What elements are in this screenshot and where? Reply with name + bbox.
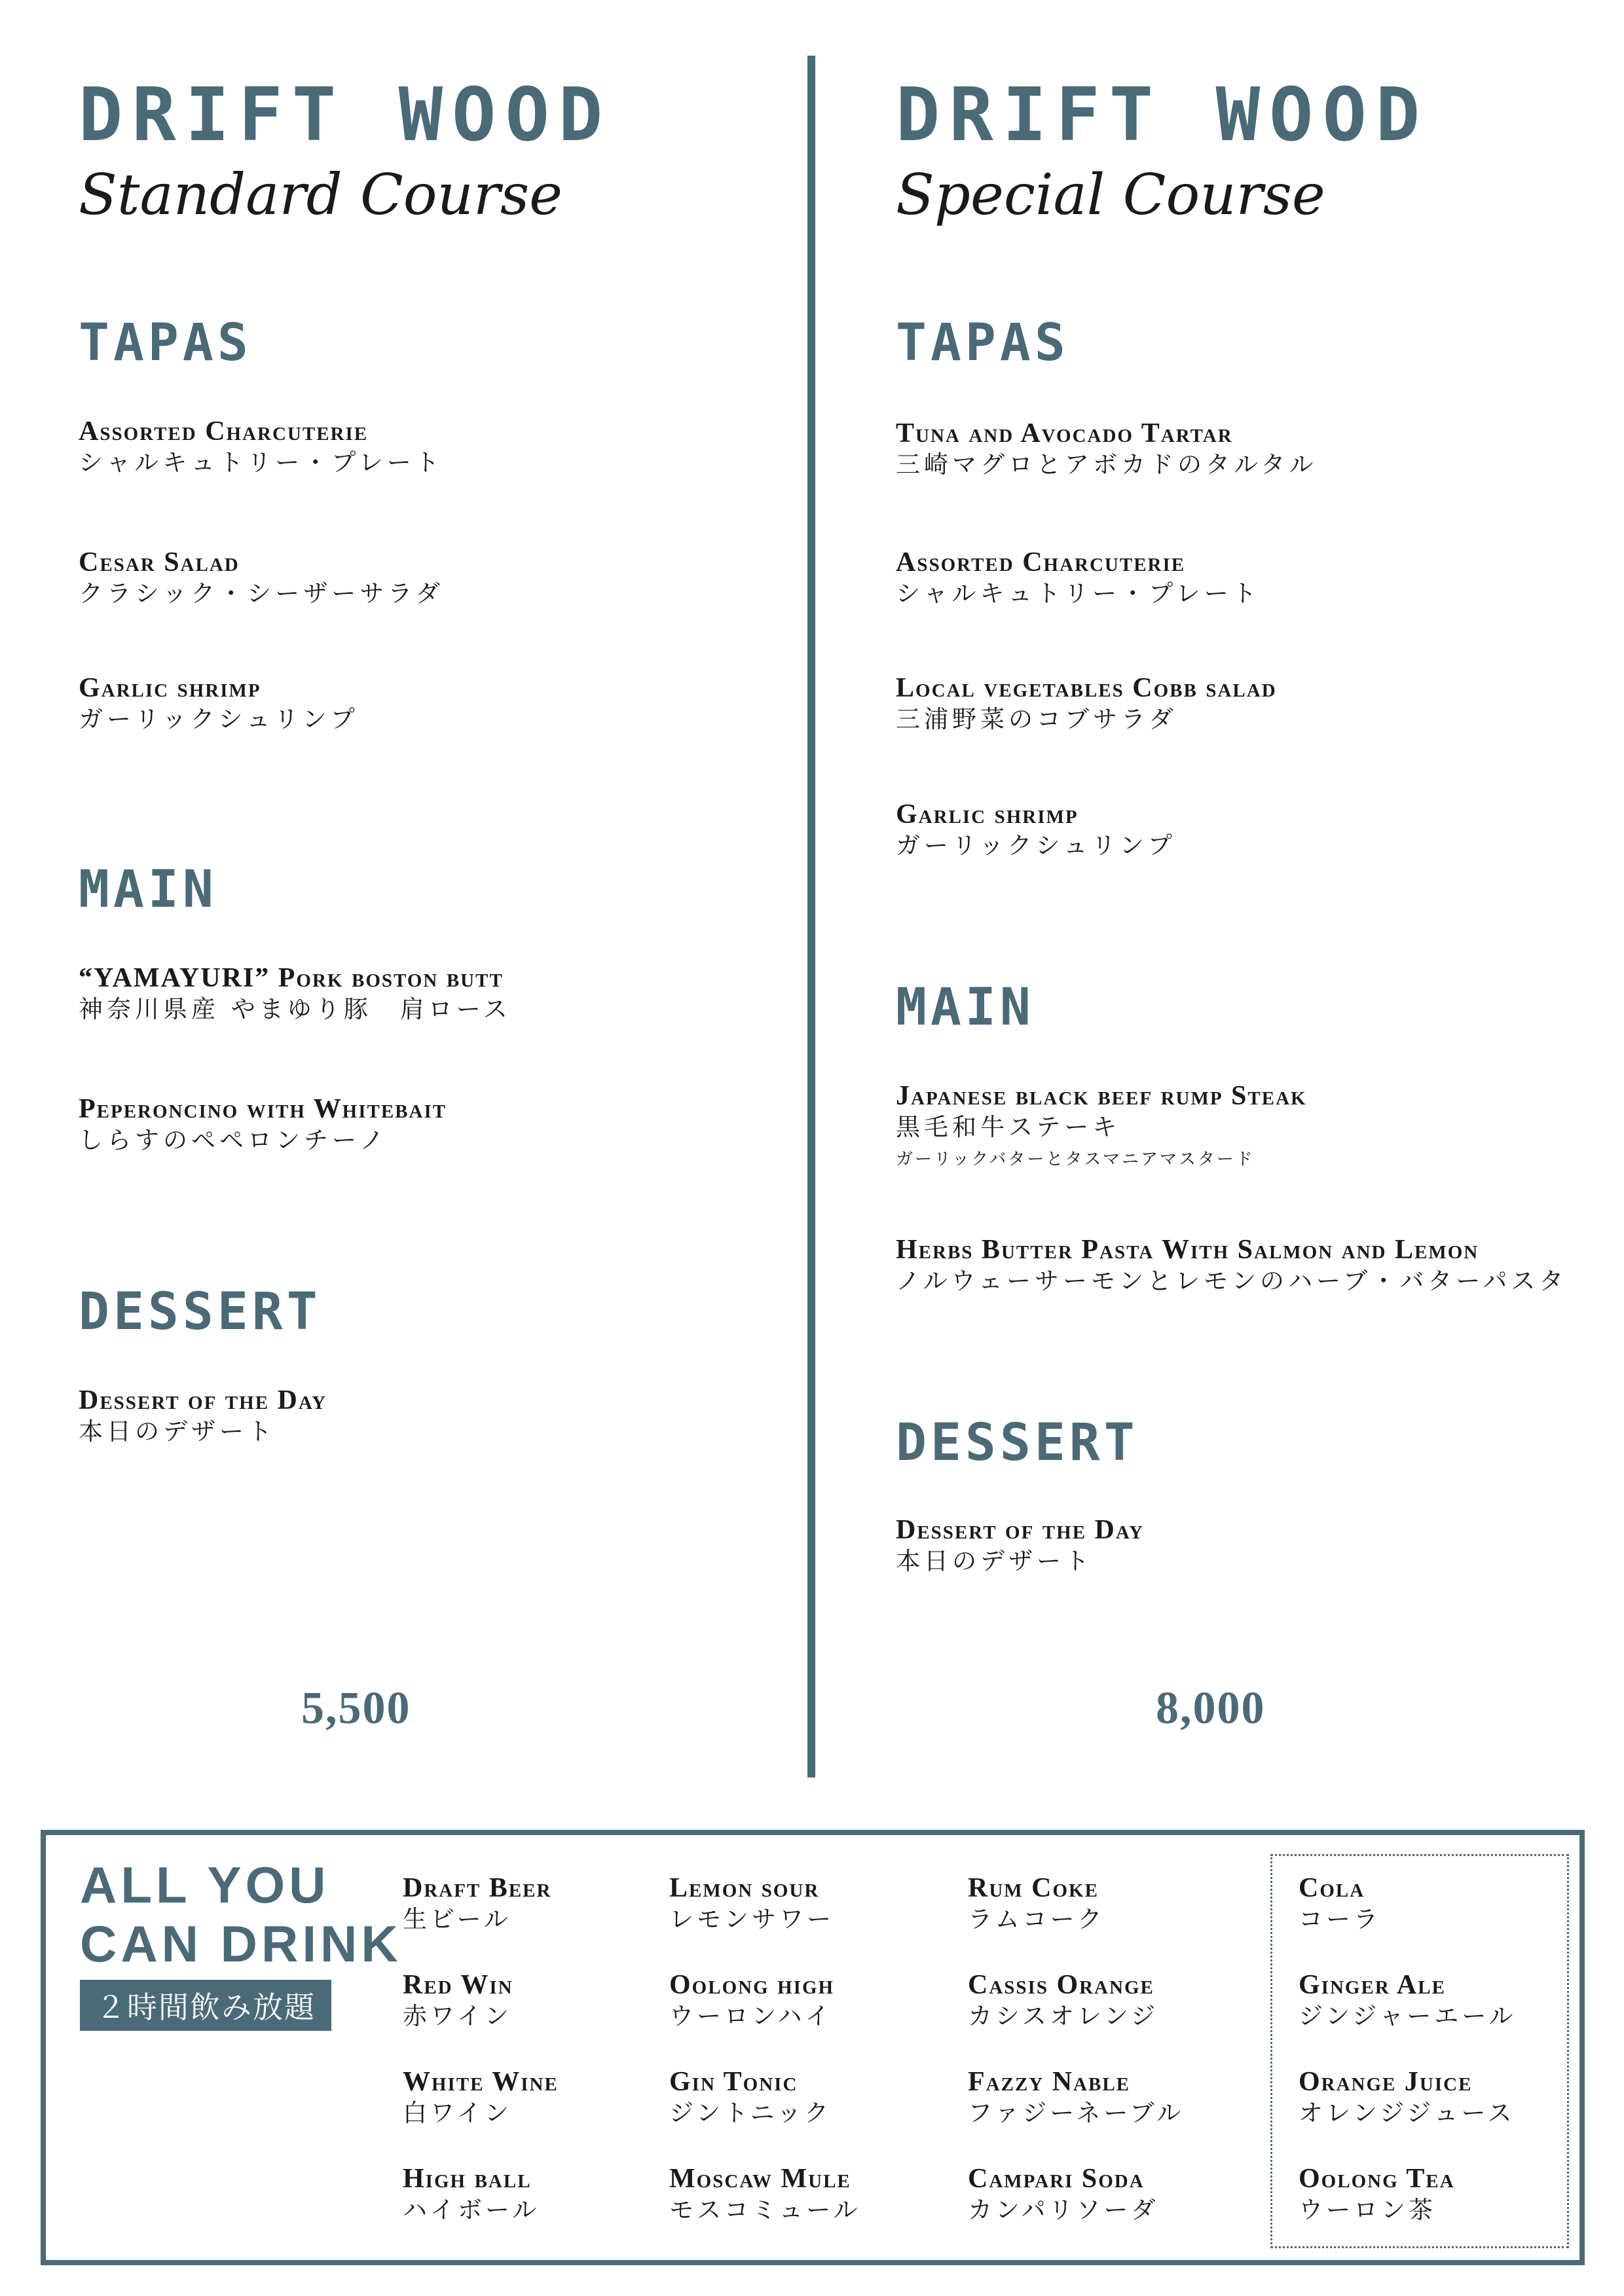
menu-item [896,547,1261,610]
drink-item [403,1872,551,1935]
item-name-en: Assorted Charcuterie [79,416,369,446]
item-name-jp: ガーリックシュリンプ [896,831,1176,860]
section-tapas-special: TAPAS [896,314,1069,373]
item-name-en: Garlic shrimp [896,799,1079,829]
item-name-en: Dessert of the Day [79,1385,327,1415]
item-name-en: Peperoncino with Whitebait [79,1094,447,1124]
drink-name-jp: ウーロンハイ [669,2002,833,2031]
drink-name-en: Fazzy Nable [968,2067,1131,2097]
drink-name-en: Orange Juice [1299,2067,1473,2097]
item-name-en: Local vegetables Cobb salad [896,673,1277,703]
section-tapas-standard: TAPAS [79,314,252,373]
menu-item [79,1385,327,1448]
drink-name-en: Rum Coke [968,1873,1099,1903]
menu-item [896,1080,1307,1170]
section-dessert-standard: DESSERT [79,1283,322,1341]
drink-name-en: White Wine [403,2067,559,2097]
drink-title-line2: CAN DRINK [80,1914,402,1973]
item-name-en: Garlic shrimp [79,673,261,703]
course-title-special: Special Course [896,162,1325,228]
price-special: 8,000 [1156,1683,1266,1734]
menu-item [896,1234,1567,1297]
drink-name-jp: 白ワイン [403,2099,512,2128]
item-name-jp: クラシック・シーザーサラダ [79,579,444,608]
drink-item [1299,1872,1381,1935]
section-main-standard: MAIN [79,860,217,919]
brand-title-special: DRIFT WOOD [896,73,1430,158]
drink-time-badge: ２時間飲み放題 [80,1980,331,2031]
column-divider [807,56,815,1777]
drink-name-en: Campari Soda [968,2164,1145,2194]
drink-name-jp: カシスオレンジ [968,2002,1159,2031]
drink-item [1299,2163,1455,2226]
menu-item [79,962,511,1025]
drink-name-jp: 生ビール [403,1905,511,1934]
drink-item [1299,2066,1515,2129]
drink-title [80,1856,402,2031]
brand-title-standard: DRIFT WOOD [79,73,612,158]
item-name-en: Japanese black beef rump Steak [896,1081,1307,1111]
item-name-en: Tuna and Avocado Tartar [896,418,1233,448]
drink-name-en: Lemon sour [669,1873,820,1903]
drink-item [669,2066,832,2129]
drink-item [968,2066,1184,2129]
course-title-standard: Standard Course [79,162,563,228]
item-name-jp: シャルキュトリー・プレート [79,448,443,477]
drink-name-en: Red Win [403,1970,513,2000]
drink-name-en: Oolong high [669,1970,835,2000]
drink-name-jp: ファジーネーブル [968,2099,1185,2128]
drink-item [403,1969,513,2032]
drink-item [669,2163,861,2226]
item-name-en: Herbs Butter Pasta With Salmon and Lemon [896,1235,1479,1265]
drink-name-jp: コーラ [1299,1905,1381,1934]
menu-item [896,799,1176,862]
item-name-jp: 三崎マグロとアボカドのタルタル [896,450,1318,479]
item-name-jp: 黒毛和牛ステーキ [896,1113,1121,1142]
menu-item [896,672,1277,735]
drink-item [968,2163,1158,2226]
item-name-jp: 三浦野菜のコブサラダ [896,705,1177,734]
drink-name-jp: ウーロン茶 [1299,2196,1436,2225]
drink-name-en: Cola [1299,1873,1365,1903]
item-name-jp: 本日のデザート [79,1417,276,1446]
menu-item [896,1514,1144,1577]
drink-name-en: Moscaw Mule [669,2164,851,2194]
drink-name-jp: オレンジジュース [1299,2099,1515,2128]
menu-item [79,1093,447,1156]
section-dessert-special: DESSERT [896,1413,1139,1472]
drink-title-line1: ALL YOU [80,1856,330,1914]
item-name-jp: ノルウェーサーモンとレモンのハーブ・バターパスタ [896,1267,1568,1296]
drink-name-en: Cassis Orange [968,1970,1154,2000]
item-name-jp: 神奈川県産 やまゆり豚 肩ロース [79,995,511,1024]
item-name-jp: しらすのペペロンチーノ [79,1126,388,1155]
drink-item [403,2066,559,2129]
drink-name-en: Draft Beer [403,1873,552,1903]
item-name-en: “YAMAYURI” Pork boston butt [79,963,504,993]
drink-name-jp: モスコミュール [669,2196,861,2225]
drink-name-jp: 赤ワイン [403,2002,512,2031]
drink-item [968,1969,1158,2032]
drink-name-jp: ジンジャーエール [1299,2002,1517,2031]
item-name-jp: 本日のデザート [896,1547,1093,1576]
drink-name-en: Oolong Tea [1299,2164,1455,2194]
menu-item [79,547,444,610]
item-name-en: Assorted Charcuterie [896,547,1186,577]
item-note-jp: ガーリックバターとタスマニアマスタード [896,1150,1255,1170]
drink-item [403,2163,540,2226]
item-name-jp: シャルキュトリー・プレート [896,579,1261,608]
item-name-en: Cesar Salad [79,547,240,577]
drink-name-jp: カンパリソーダ [968,2196,1159,2225]
section-main-special: MAIN [896,978,1035,1037]
drink-name-jp: ジントニック [669,2099,832,2128]
drink-item [669,1872,834,1935]
drink-name-jp: ハイボール [403,2196,540,2225]
drink-item [1299,1969,1517,2032]
drink-item [669,1969,834,2032]
drink-name-jp: レモンサワー [669,1905,834,1934]
drink-name-en: Gin Tonic [669,2067,798,2097]
menu-item [79,416,443,479]
menu-item [79,672,359,735]
item-name-jp: ガーリックシュリンプ [79,705,359,734]
drink-name-en: Ginger Ale [1299,1970,1446,2000]
drink-name-en: High ball [403,2164,532,2194]
menu-item [896,418,1318,481]
item-name-en: Dessert of the Day [896,1515,1145,1545]
drink-name-jp: ラムコーク [968,1905,1105,1934]
drink-item [968,1872,1105,1935]
price-standard: 5,500 [301,1683,411,1734]
